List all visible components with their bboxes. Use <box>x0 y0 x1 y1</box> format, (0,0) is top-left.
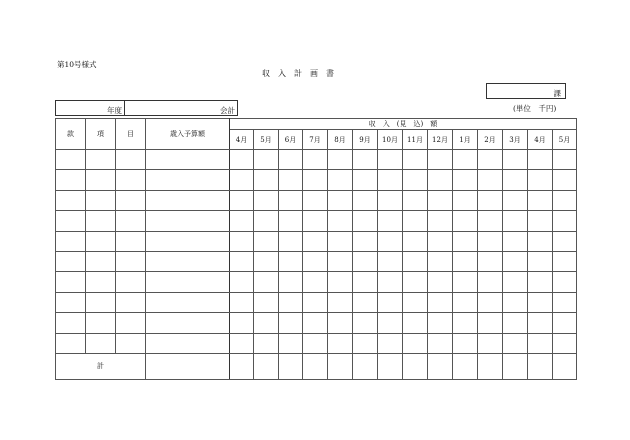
table-cell[interactable] <box>116 150 146 170</box>
table-cell[interactable] <box>230 231 254 251</box>
table-cell[interactable] <box>528 150 553 170</box>
table-row <box>56 150 577 170</box>
header-row-top <box>56 119 577 130</box>
table-cell[interactable] <box>503 251 528 271</box>
table-cell[interactable] <box>353 170 378 190</box>
table-cell[interactable] <box>146 292 230 312</box>
table-cell[interactable] <box>553 272 577 292</box>
month-header-10: 1月 <box>453 130 478 150</box>
table-cell[interactable] <box>478 251 503 271</box>
month-header-11: 2月 <box>478 130 503 150</box>
table-cell[interactable] <box>56 313 86 333</box>
table-cell[interactable] <box>528 333 553 353</box>
table-cell[interactable] <box>230 333 254 353</box>
table-cell[interactable] <box>428 313 453 333</box>
total-cell[interactable] <box>478 353 503 379</box>
table-cell[interactable] <box>453 170 478 190</box>
fiscal-year-account-field[interactable] <box>55 100 238 116</box>
table-cell[interactable] <box>56 272 86 292</box>
table-cell[interactable] <box>428 211 453 231</box>
month-header-6: 9月 <box>353 130 378 150</box>
table-cell[interactable] <box>478 333 503 353</box>
table-cell[interactable] <box>378 190 403 210</box>
month-header-2: 5月 <box>254 130 279 150</box>
table-cell[interactable] <box>254 251 279 271</box>
table-cell[interactable] <box>353 190 378 210</box>
table-cell[interactable] <box>428 251 453 271</box>
table-cell[interactable] <box>279 313 303 333</box>
table-cell[interactable] <box>303 170 328 190</box>
table-cell[interactable] <box>230 292 254 312</box>
total-cell[interactable] <box>230 353 254 379</box>
table-cell[interactable] <box>328 292 353 312</box>
table-cell[interactable] <box>453 190 478 210</box>
table-cell[interactable] <box>428 292 453 312</box>
account-label: 会計 <box>220 106 235 115</box>
table-cell[interactable] <box>403 251 428 271</box>
table-cell[interactable] <box>146 333 230 353</box>
table-cell[interactable] <box>146 170 230 190</box>
table-cell[interactable] <box>503 333 528 353</box>
table-cell[interactable] <box>56 251 86 271</box>
table-cell[interactable] <box>378 231 403 251</box>
table-cell[interactable] <box>453 150 478 170</box>
table-cell[interactable] <box>528 170 553 190</box>
table-cell[interactable] <box>528 272 553 292</box>
table-cell[interactable] <box>303 272 328 292</box>
table-cell[interactable] <box>403 150 428 170</box>
table-cell[interactable] <box>279 190 303 210</box>
table-cell[interactable] <box>279 170 303 190</box>
table-cell[interactable] <box>353 333 378 353</box>
table-cell[interactable] <box>56 170 86 190</box>
table-cell[interactable] <box>254 150 279 170</box>
table-cell[interactable] <box>378 292 403 312</box>
table-row <box>56 292 577 312</box>
table-cell[interactable] <box>378 313 403 333</box>
table-cell[interactable] <box>353 292 378 312</box>
table-cell[interactable] <box>453 313 478 333</box>
table-cell[interactable] <box>254 272 279 292</box>
table-cell[interactable] <box>86 313 116 333</box>
table-cell[interactable] <box>328 231 353 251</box>
table-cell[interactable] <box>146 190 230 210</box>
table-cell[interactable] <box>328 272 353 292</box>
table-cell[interactable] <box>403 211 428 231</box>
table-cell[interactable] <box>279 292 303 312</box>
table-cell[interactable] <box>56 211 86 231</box>
table-cell[interactable] <box>353 231 378 251</box>
table-cell[interactable] <box>328 211 353 231</box>
table-cell[interactable] <box>428 150 453 170</box>
table-cell[interactable] <box>279 231 303 251</box>
total-cell[interactable] <box>403 353 428 379</box>
table-cell[interactable] <box>553 333 577 353</box>
total-cell[interactable] <box>353 353 378 379</box>
table-cell[interactable] <box>86 190 116 210</box>
table-cell[interactable] <box>56 292 86 312</box>
table-cell[interactable] <box>303 190 328 210</box>
table-cell[interactable] <box>353 272 378 292</box>
table-cell[interactable] <box>116 313 146 333</box>
table-cell[interactable] <box>478 272 503 292</box>
table-cell[interactable] <box>503 170 528 190</box>
total-cell[interactable] <box>528 353 553 379</box>
table-cell[interactable] <box>378 150 403 170</box>
table-cell[interactable] <box>116 231 146 251</box>
table-cell[interactable] <box>553 211 577 231</box>
table-cell[interactable] <box>254 190 279 210</box>
unit-label: (単位 千円) <box>513 104 557 113</box>
total-cell[interactable] <box>146 353 230 379</box>
table-cell[interactable] <box>230 251 254 271</box>
table-cell[interactable] <box>453 272 478 292</box>
form-number: 第10号様式 <box>57 60 97 69</box>
table-row <box>56 333 577 353</box>
col-header-moku: 目 <box>116 119 146 150</box>
table-cell[interactable] <box>146 231 230 251</box>
table-cell[interactable] <box>56 231 86 251</box>
table-cell[interactable] <box>478 313 503 333</box>
total-cell[interactable] <box>303 353 328 379</box>
month-header-9: 12月 <box>428 130 453 150</box>
table-cell[interactable] <box>403 170 428 190</box>
col-header-budget: 歳入予算額 <box>146 119 230 150</box>
table-cell[interactable] <box>230 272 254 292</box>
table-cell[interactable] <box>553 292 577 312</box>
table-cell[interactable] <box>453 333 478 353</box>
table-cell[interactable] <box>403 313 428 333</box>
table-cell[interactable] <box>503 150 528 170</box>
table-cell[interactable] <box>86 211 116 231</box>
table-cell[interactable] <box>279 333 303 353</box>
table-cell[interactable] <box>279 272 303 292</box>
table-cell[interactable] <box>116 170 146 190</box>
table-cell[interactable] <box>428 190 453 210</box>
table-cell[interactable] <box>303 251 328 271</box>
table-cell[interactable] <box>478 150 503 170</box>
table-cell[interactable] <box>528 231 553 251</box>
table-cell[interactable] <box>146 313 230 333</box>
table-cell[interactable] <box>553 150 577 170</box>
table-cell[interactable] <box>403 333 428 353</box>
month-header-5: 8月 <box>328 130 353 150</box>
table-cell[interactable] <box>86 231 116 251</box>
table-cell[interactable] <box>478 211 503 231</box>
table-cell[interactable] <box>503 313 528 333</box>
month-header-3: 6月 <box>279 130 303 150</box>
table-cell[interactable] <box>254 333 279 353</box>
table-cell[interactable] <box>528 292 553 312</box>
table-cell[interactable] <box>146 251 230 271</box>
table-cell[interactable] <box>146 211 230 231</box>
table-cell[interactable] <box>378 333 403 353</box>
table-cell[interactable] <box>478 170 503 190</box>
table-cell[interactable] <box>453 211 478 231</box>
table-cell[interactable] <box>303 150 328 170</box>
table-cell[interactable] <box>378 251 403 271</box>
table-cell[interactable] <box>453 231 478 251</box>
table-cell[interactable] <box>328 251 353 271</box>
table-cell[interactable] <box>328 150 353 170</box>
table-cell[interactable] <box>453 251 478 271</box>
table-cell[interactable] <box>328 170 353 190</box>
total-cell[interactable] <box>279 353 303 379</box>
table-cell[interactable] <box>378 211 403 231</box>
table-cell[interactable] <box>303 292 328 312</box>
table-cell[interactable] <box>303 231 328 251</box>
table-cell[interactable] <box>553 170 577 190</box>
table-cell[interactable] <box>116 251 146 271</box>
table-cell[interactable] <box>303 333 328 353</box>
table-cell[interactable] <box>254 313 279 333</box>
month-header-4: 7月 <box>303 130 328 150</box>
table-cell[interactable] <box>303 211 328 231</box>
total-cell[interactable] <box>503 353 528 379</box>
month-header-12: 3月 <box>503 130 528 150</box>
table-cell[interactable] <box>528 251 553 271</box>
table-cell[interactable] <box>56 190 86 210</box>
table-cell[interactable] <box>378 272 403 292</box>
table-cell[interactable] <box>553 313 577 333</box>
table-cell[interactable] <box>86 272 116 292</box>
table-cell[interactable] <box>254 170 279 190</box>
total-cell[interactable] <box>254 353 279 379</box>
month-header-1: 4月 <box>230 130 254 150</box>
table-cell[interactable] <box>86 251 116 271</box>
total-cell[interactable] <box>553 353 577 379</box>
table-cell[interactable] <box>503 211 528 231</box>
total-cell[interactable] <box>453 353 478 379</box>
table-cell[interactable] <box>553 190 577 210</box>
total-cell[interactable] <box>328 353 353 379</box>
table-cell[interactable] <box>353 313 378 333</box>
table-cell[interactable] <box>116 333 146 353</box>
table-cell[interactable] <box>528 313 553 333</box>
table-cell[interactable] <box>503 272 528 292</box>
col-header-kou: 項 <box>86 119 116 150</box>
table-cell[interactable] <box>254 292 279 312</box>
table-cell[interactable] <box>86 170 116 190</box>
table-cell[interactable] <box>353 211 378 231</box>
table-cell[interactable] <box>116 190 146 210</box>
total-row <box>56 353 577 379</box>
document-title: 収 入 計 画 書 <box>262 69 334 78</box>
table-cell[interactable] <box>230 190 254 210</box>
table-cell[interactable] <box>428 231 453 251</box>
table-cell[interactable] <box>116 272 146 292</box>
table-cell[interactable] <box>116 292 146 312</box>
table-cell[interactable] <box>86 292 116 312</box>
table-cell[interactable] <box>303 313 328 333</box>
field-divider <box>124 101 125 115</box>
table-cell[interactable] <box>279 150 303 170</box>
table-row <box>56 170 577 190</box>
table-cell[interactable] <box>86 150 116 170</box>
table-cell[interactable] <box>328 333 353 353</box>
table-cell[interactable] <box>230 313 254 333</box>
table-cell[interactable] <box>428 170 453 190</box>
month-header-13: 4月 <box>528 130 553 150</box>
table-row <box>56 251 577 271</box>
table-cell[interactable] <box>116 211 146 231</box>
table-cell[interactable] <box>146 150 230 170</box>
table-cell[interactable] <box>478 190 503 210</box>
income-plan-table <box>55 118 577 380</box>
table-cell[interactable] <box>528 211 553 231</box>
table-cell[interactable] <box>528 190 553 210</box>
total-label: 計 <box>56 353 146 379</box>
total-cell[interactable] <box>378 353 403 379</box>
table-row <box>56 313 577 333</box>
table-row <box>56 231 577 251</box>
department-label: 課 <box>553 89 561 98</box>
table-cell[interactable] <box>403 231 428 251</box>
table-cell[interactable] <box>503 231 528 251</box>
col-header-kan: 款 <box>56 119 86 150</box>
table-cell[interactable] <box>553 251 577 271</box>
table-cell[interactable] <box>353 251 378 271</box>
table-cell[interactable] <box>86 333 116 353</box>
table-cell[interactable] <box>230 150 254 170</box>
department-field[interactable] <box>486 83 566 99</box>
table-cell[interactable] <box>56 333 86 353</box>
table-cell[interactable] <box>403 272 428 292</box>
table-row <box>56 211 577 231</box>
table-cell[interactable] <box>230 170 254 190</box>
month-header-8: 11月 <box>403 130 428 150</box>
month-header-7: 10月 <box>378 130 403 150</box>
table-cell[interactable] <box>503 292 528 312</box>
table-cell[interactable] <box>279 211 303 231</box>
table-cell[interactable] <box>254 231 279 251</box>
table-cell[interactable] <box>56 150 86 170</box>
table-cell[interactable] <box>503 190 528 210</box>
table-cell[interactable] <box>353 150 378 170</box>
col-header-income-estimate: 収 入 (見 込) 額 <box>230 119 577 130</box>
table-cell[interactable] <box>230 211 254 231</box>
table-cell[interactable] <box>403 292 428 312</box>
table-cell[interactable] <box>328 190 353 210</box>
table-cell[interactable] <box>453 292 478 312</box>
table-row <box>56 272 577 292</box>
table-cell[interactable] <box>478 292 503 312</box>
table-cell[interactable] <box>478 231 503 251</box>
table-row <box>56 190 577 210</box>
table-cell[interactable] <box>403 190 428 210</box>
fiscal-year-label: 年度 <box>107 106 122 115</box>
table-cell[interactable] <box>146 272 230 292</box>
table-cell[interactable] <box>378 170 403 190</box>
month-header-14: 5月 <box>553 130 577 150</box>
table-cell[interactable] <box>553 231 577 251</box>
total-cell[interactable] <box>428 353 453 379</box>
table-cell[interactable] <box>428 333 453 353</box>
table-cell[interactable] <box>254 211 279 231</box>
table-cell[interactable] <box>428 272 453 292</box>
table-cell[interactable] <box>279 251 303 271</box>
table-cell[interactable] <box>328 313 353 333</box>
